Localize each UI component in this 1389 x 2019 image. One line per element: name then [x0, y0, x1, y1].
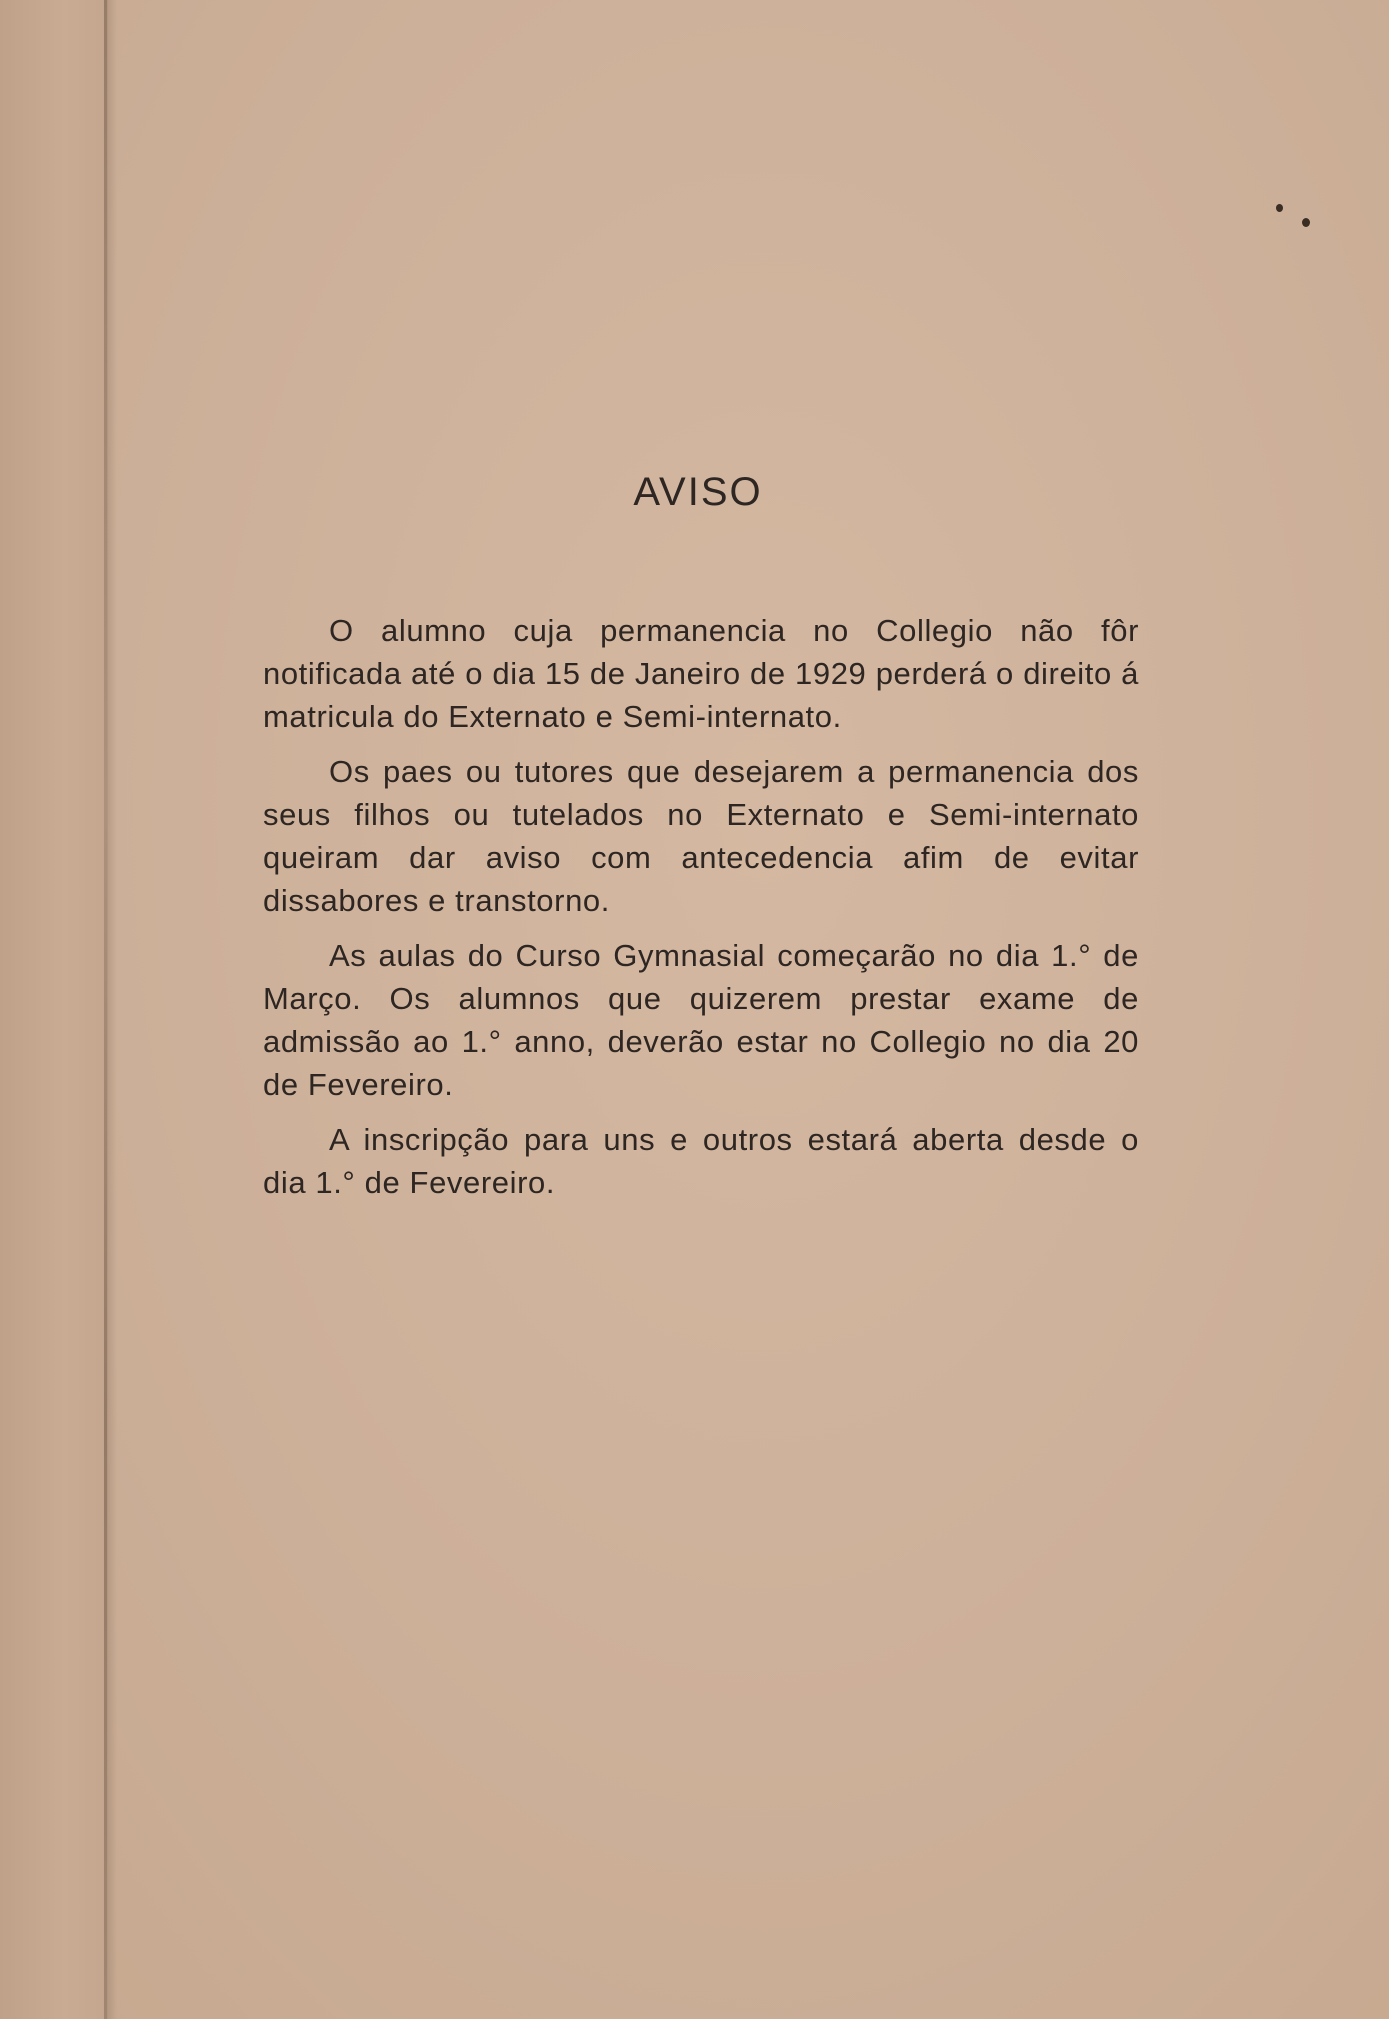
fold-shadow: [107, 0, 117, 2019]
ink-speck: [1276, 204, 1283, 212]
paragraph: O alumno cuja permanencia no Collegio não fôr notificada até o dia 15 de Janeiro de 1929 perderá o direito á matricula do Externato e Semi-internato.: [263, 613, 1139, 734]
notice-body: [263, 609, 1139, 1216]
paragraph: Os paes ou tutores que desejarem a permanencia dos seus filhos ou tutelados no Externato e Semi-internato queiram dar aviso com antecedencia afim de evitar dissabores e transtorno.: [263, 754, 1139, 918]
paragraph: A inscripção para uns e outros estará aberta desde o dia 1.° de Fevereiro.: [263, 1122, 1139, 1200]
ink-speck: [1302, 218, 1310, 227]
paragraph: As aulas do Curso Gymnasial começarão no dia 1.° de Março. Os alumnos que quizerem prestar exame de admissão ao 1.° anno, deverão estar no Collegio no dia 20 de Fevereiro.: [263, 938, 1139, 1102]
binding-strip: [0, 0, 108, 2019]
page-title: AVISO: [633, 470, 763, 514]
